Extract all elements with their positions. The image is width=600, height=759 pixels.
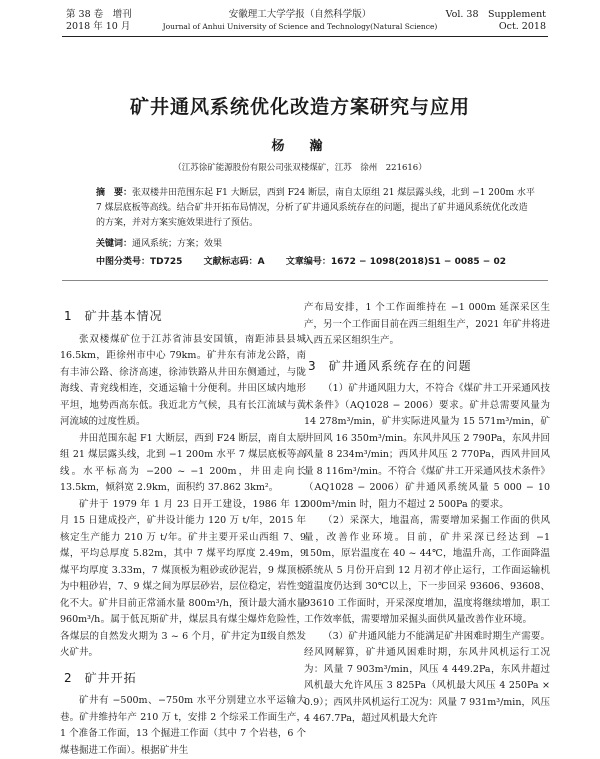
paragraph: 矿井有 −500m、−750m 水平分别建立水平运输大巷。矿井维持年产 210 万 t，安排 2 个综采工作面生产，1 个准备工作面，13 个掘进工作面（其中 7 个岩巷，6 个煤巷掘进工作面）。根据矿井生 [60,695,306,756]
paragraph: （1）矿井通风阻力大，不符合《煤矿井工开采通风技术条件》（AQ1028 − 2006）要求。矿井总需要风量为 14 278m³/min，矿井实际进风量为 15 571m³/min，矿井回风 16 350m³/min。东风井风压 2 790Pa，东风井回风量 8 234m³/min；西风井风压 2 770Pa，西风井回风量 8 116m³/min。不符合《煤矿井工开采通风技术条件》（AQ1028 − 2006）矿井通风系统风量 5 000 − 10 000m³/min 时，阻力不超过 2 500Pa 的要求。 [304,383,550,510]
volume-en: Vol. 38 Supplement [445,9,546,20]
affiliation: （江苏徐矿能源股份有限公司张双楼煤矿，江苏 徐州 221616） [173,163,427,173]
section-number: 3 [308,358,317,373]
date-en: Oct. 2018 [498,21,546,32]
paragraph: 矿井于 1979 年 1 月 23 日开工建设，1986 年 12 月 15 日建成投产，矿井设计能力 120 万 t/年，2015 年核定生产能力 210 万 t/年。矿井主要开采山西组 7、9 煤，平均总厚度 5.82m，其中 7 煤平均厚度 2.49m，9 煤平均厚度 3.33m，7 煤顶板为粗砂或砂泥岩，9 煤顶板为中粗砂岩，7、9 煤之间为厚层砂岩，层位稳定，岩性变化不大。矿井目前正常涌水量 800m³/h，预计最大涌水量 960m³/h。属于低瓦斯矿井，煤层具有煤尘爆炸危险性，各煤层的自然发火期为 3 ~ 6 个月，矿井定为Ⅱ级自然发火矿井。 [60,498,306,658]
section-title: 矿井基本情况 [84,309,163,323]
keywords-text: 通风系统；方案；效果 [132,239,223,249]
paragraph: （3）矿井通风能力不能满足矿井困难时期生产需要。经风网解算，矿井通风困难时期，东风井风机运行工况为：风量 7 903m³/min，风压 4 449.2Pa，东风井超过风机最大允许风压 3 825Pa（风机最大风压 4 250Pa × 0.9）；西风井风机运行工况为：风量 7 931m³/min，风压 4 467.7Pa，超过风机最大允许 [304,630,550,724]
left-column [60,300,306,759]
header-right [446,9,546,33]
article-number: 文章编号：1672 − 1098(2018)S1 − 0085 − 02 [285,257,506,267]
paragraph: 张双楼煤矿位于江苏省沛县安国镇，南距沛县县城 16.5km，距徐州市中心 79km。矿井东有沛龙公路，南有丰沛公路、徐济高速，徐沛铁路从井田东侧通过，与陇海线、青兖线相连，交通运输十分便利。井田区域内地形平坦，地势西高东低。我近北方气候，具有长江流域与黄河流域的过度性质。 [60,333,306,427]
abstract-text: 张双楼井田范围东起 F1 大断层，西到 F24 断层，南自太原组 21 煤层露头线，北到 −1 200m 水平 7 煤层底板等高线。结合矿井开拓布局情况，分析了矿井通风系统存在的问题，提出了矿井通风系统优化改造的方案，并对方案实施效果进行了预估。 [96,188,535,228]
volume-cn: 第 38 卷 增刊 [66,9,132,20]
running-header [0,0,600,40]
section-heading-1 [64,308,306,325]
document-code: 文献标志码：A [203,257,265,267]
keywords-label: 关键词： [96,239,133,249]
journal-name-cn: 安徽理工大学学报（自然科学版） [228,9,372,20]
author: 杨 瀚 [271,139,329,154]
paragraph: 井田范围东起 F1 大断层，西到 F24 断层，南自太原组 21 煤层露头线，北到 −1 200m 水平 7 煤层底板等高线。水平标高为 −200 ~ −1 200m，井田走向长 13.5km，倾斜宽 2.9km，面积约 37.862 3km²。 [60,432,306,493]
header-rule [62,36,548,37]
classification-line [96,255,506,270]
keywords [96,237,536,252]
paper-title: 矿井通风系统优化改造方案研究与应用 [129,96,470,118]
section-title: 矿井通风系统存在的问题 [328,358,472,373]
abstract-label: 摘 要： [96,188,133,198]
journal-name-en: Journal of Anhui University of Science and Technology(Natural Science) [162,22,438,31]
paragraph: （2）采深大，地温高，需要增加采掘工作面的供风量，改善作业环境。目前，矿井采深已经达到 −1 150m，原岩温度在 40 ~ 44℃，地温升高，工作面降温系统从 5 月份开启到 12 月初才停止运行，工作面运输机道温度仍达到 30℃以上，下一步回采 93606、93608、93610 工作面时，开采深度增加，温度将继续增加，职工工作效率低，需要增加采掘头面供风量改善作业环境。 [304,515,550,625]
clc-number: 中图分类号：TD725 [96,257,183,267]
abstract-separator [62,280,548,281]
section-title: 矿井开拓 [84,670,137,685]
paragraph: 产布局安排，1 个工作面维持在 −1 000m 延深采区生产，另一个工作面目前在西三组组生产，2021 年矿井将进入西五采区组织生产。 [304,302,550,346]
right-column [304,300,550,728]
section-heading-2 [64,670,306,687]
section-heading-3 [308,358,550,375]
date-cn: 2018 年 10 月 [66,21,131,32]
section-number: 2 [64,670,73,685]
abstract [96,186,536,231]
section-number: 1 [64,309,73,323]
